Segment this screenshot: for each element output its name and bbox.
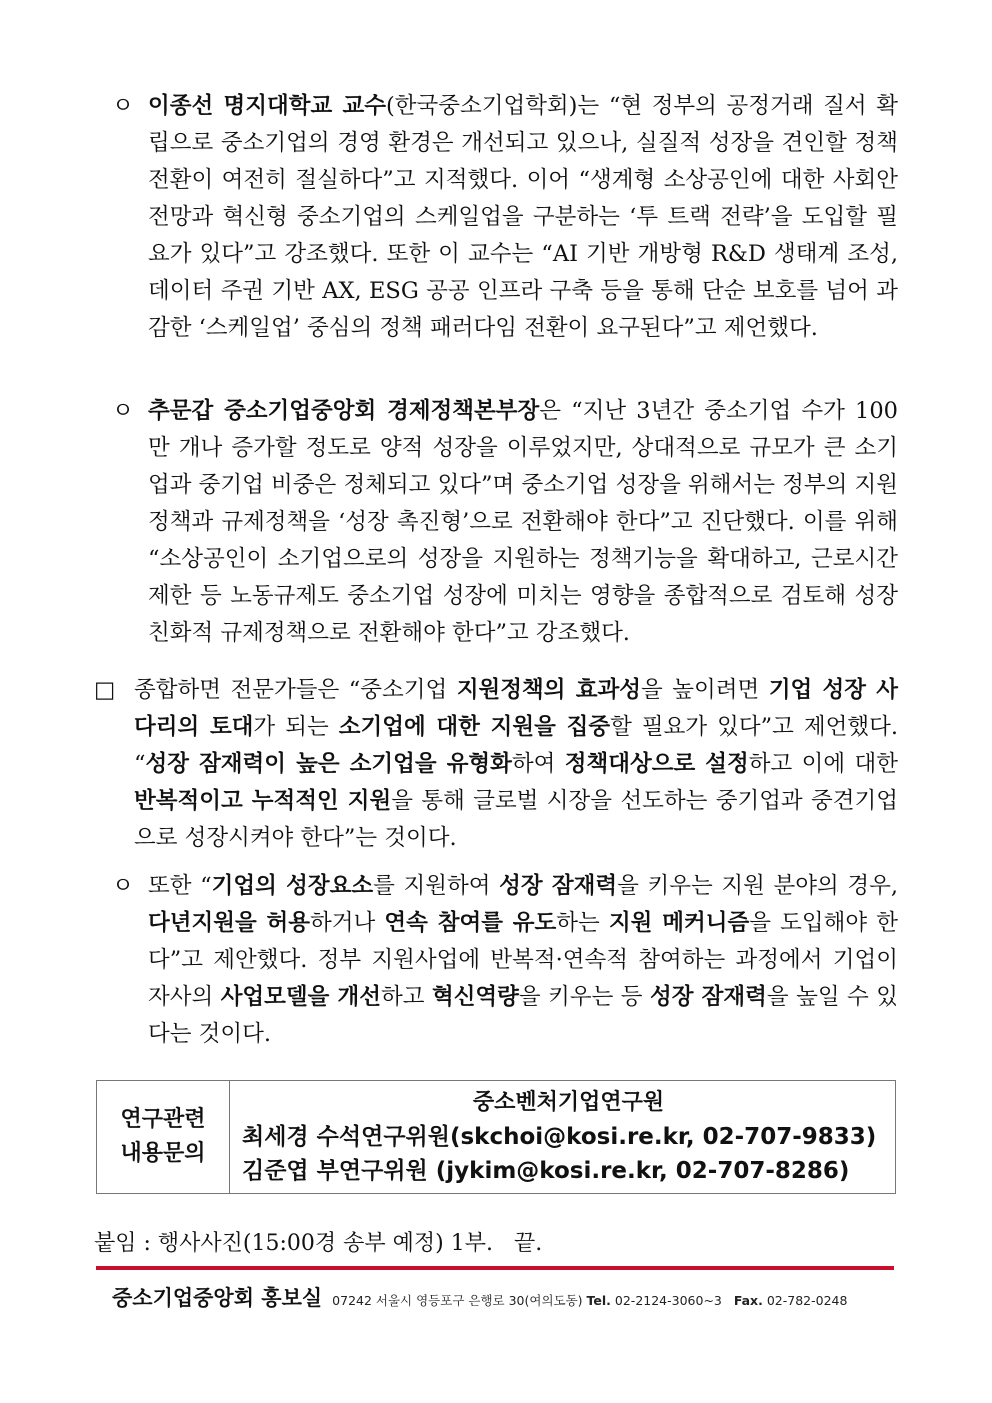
body-text: 또한 “: [148, 873, 212, 899]
footer-address: 07242 서울시 영등포구 은행로 30(여의도동): [332, 1293, 583, 1308]
emphasis-text: 소기업에 대한 지원을 집중: [338, 714, 611, 740]
body-text: 하여: [511, 751, 565, 777]
contact-label-line1: 연구관련: [120, 1107, 206, 1132]
emphasis-text: 정책대상으로 설정: [564, 751, 749, 777]
emphasis-text: 다년지원을 허용: [148, 910, 311, 936]
paragraph-body: [112, 88, 898, 347]
emphasis-text: 이종선 명지대학교 교수: [148, 93, 386, 119]
footer-fax-label: Fax.: [733, 1293, 763, 1308]
emphasis-text: 지원정책의 효과성: [456, 677, 641, 703]
emphasis-text: 연속 참여를 유도: [384, 910, 557, 936]
circle-bullet-icon: ㅇ: [112, 398, 134, 424]
footer-contact-line: [332, 1291, 847, 1309]
body-text: 하는: [556, 910, 609, 936]
emphasis-text: 반복적이고 누적적인 지원: [134, 788, 392, 814]
body-text: (한국중소기업학회)는 “현 정부의 공정거래 질서 확립으로 중소기업의 경영 환경은 개선되고 있으나, 실질적 성장을 견인할 정책 전환이 여전히 절실하다”고 지적했다. 이어 “생계형 소상공인에 대한 사회안전망과 혁신형 중소기업의 스케일업을 구분하는 ‘투 트랙 전략’을 도입할 필요가 있다”고 강조했다. 또한 이 교수는 “AI 기반 개방형 R&D 생태계 조성, 데이터 주권 기반 AX, ESG 공공 인프라 구축 등을 통해 단순 보호를 넘어 과감한 ‘스케일업’ 중심의 정책 패러다임 전환이 요구된다”고 제언했다.: [148, 93, 898, 341]
footer-fax: 02-782-0248: [766, 1293, 848, 1308]
attachment-note: 붙임 : 행사사진(15:00경 송부 예정) 1부. 끝.: [94, 1231, 543, 1256]
circle-bullet-icon: ㅇ: [112, 93, 134, 119]
emphasis-text: 성장 잠재력: [650, 984, 767, 1010]
emphasis-text: 기업의 성장요소: [211, 873, 374, 899]
square-bullet-icon: □: [94, 677, 116, 703]
body-text: 를 지원하여: [373, 873, 500, 899]
emphasis-text: 지원 메커니즘: [608, 910, 750, 936]
paragraph-body: [94, 672, 898, 857]
contact-label-line2: 내용문의: [120, 1141, 206, 1166]
body-text: 을 통해 글로벌 시장을 선도하는 중기업과 중견기업으로 성장시켜야 한다”는 것이다.: [134, 788, 898, 851]
paragraph-lee-jongseon: [112, 88, 898, 347]
body-text: 을 높일 수 있다는 것이다.: [148, 984, 898, 1047]
body-text: 가 되는: [253, 714, 339, 740]
body-text: 을 높이려면: [640, 677, 769, 703]
emphasis-text: 혁신역량: [431, 984, 519, 1010]
body-text: 은 “지난 3년간 중소기업 수가 100만 개나 증가할 정도로 양적 성장을 이루었지만, 상대적으로 규모가 큰 소기업과 중기업 비중은 정체되고 있다”며 중소기업 성장을 위해서는 정부의 지원정책과 규제정책을 ‘성장 촉진형’으로 전환해야 한다”고 진단했다. 이를 위해 “소상공인이 소기업으로의 성장을 지원하는 정책기능을 확대하고, 근로시간 제한 등 노동규제도 중소기업 성장에 미치는 영향을 종합적으로 검토해 성장 친화적 규제정책으로 전환해야 한다”고 강조했다.: [148, 398, 898, 646]
body-text: 을 도입해야 한다”고 제안했다. 정부 지원사업에 반복적·연속적 참여하는 과정에서 기업이 자사의: [148, 910, 898, 1010]
footer-tel-label: Tel.: [586, 1293, 611, 1308]
footer-tel: 02-2124-3060~3: [614, 1293, 722, 1308]
circle-bullet-icon: ㅇ: [112, 873, 134, 899]
paragraph-body: [112, 393, 898, 652]
body-text: 하고 이에 대한: [748, 751, 899, 777]
contact-info-cell: [230, 1081, 895, 1193]
emphasis-text: 추문갑 중소기업중앙회 경제정책본부장: [148, 398, 540, 424]
paragraph-body: [112, 868, 898, 1053]
footer-divider: [96, 1266, 894, 1270]
footer-org-name: 중소기업중앙회 홍보실: [112, 1286, 323, 1310]
contact-label-cell: [97, 1081, 230, 1193]
paragraph-growth-factors: [112, 868, 898, 1053]
contact-person-2: 김준엽 부연구위원 (jykim@kosi.re.kr, 02-707-8286): [242, 1158, 850, 1184]
body-text: 하고: [381, 984, 432, 1010]
body-text: 할 필요가 있다”고 제언했다. “: [134, 714, 898, 777]
body-text: 을 키우는 등: [518, 984, 651, 1010]
contact-person-1: 최세경 수석연구위원(skchoi@kosi.re.kr, 02-707-9833): [242, 1124, 877, 1150]
contact-organization: 중소벤처기업연구원: [472, 1090, 665, 1115]
emphasis-text: 기업 성장 사다리의 토대: [134, 677, 899, 740]
footer: [112, 1282, 894, 1312]
body-text: 을 키우는 지원 분야의 경우,: [617, 873, 899, 899]
body-text: 하거나: [310, 910, 385, 936]
body-text: 종합하면 전문가들은 “중소기업: [134, 677, 457, 703]
contact-table: [96, 1080, 896, 1194]
emphasis-text: 성장 잠재력이 높은 소기업을 유형화: [145, 751, 512, 777]
emphasis-text: 성장 잠재력: [499, 873, 618, 899]
paragraph-summary: [94, 672, 898, 857]
paragraph-choo-mungap: [112, 393, 898, 652]
emphasis-text: 사업모델을 개선: [220, 984, 381, 1010]
